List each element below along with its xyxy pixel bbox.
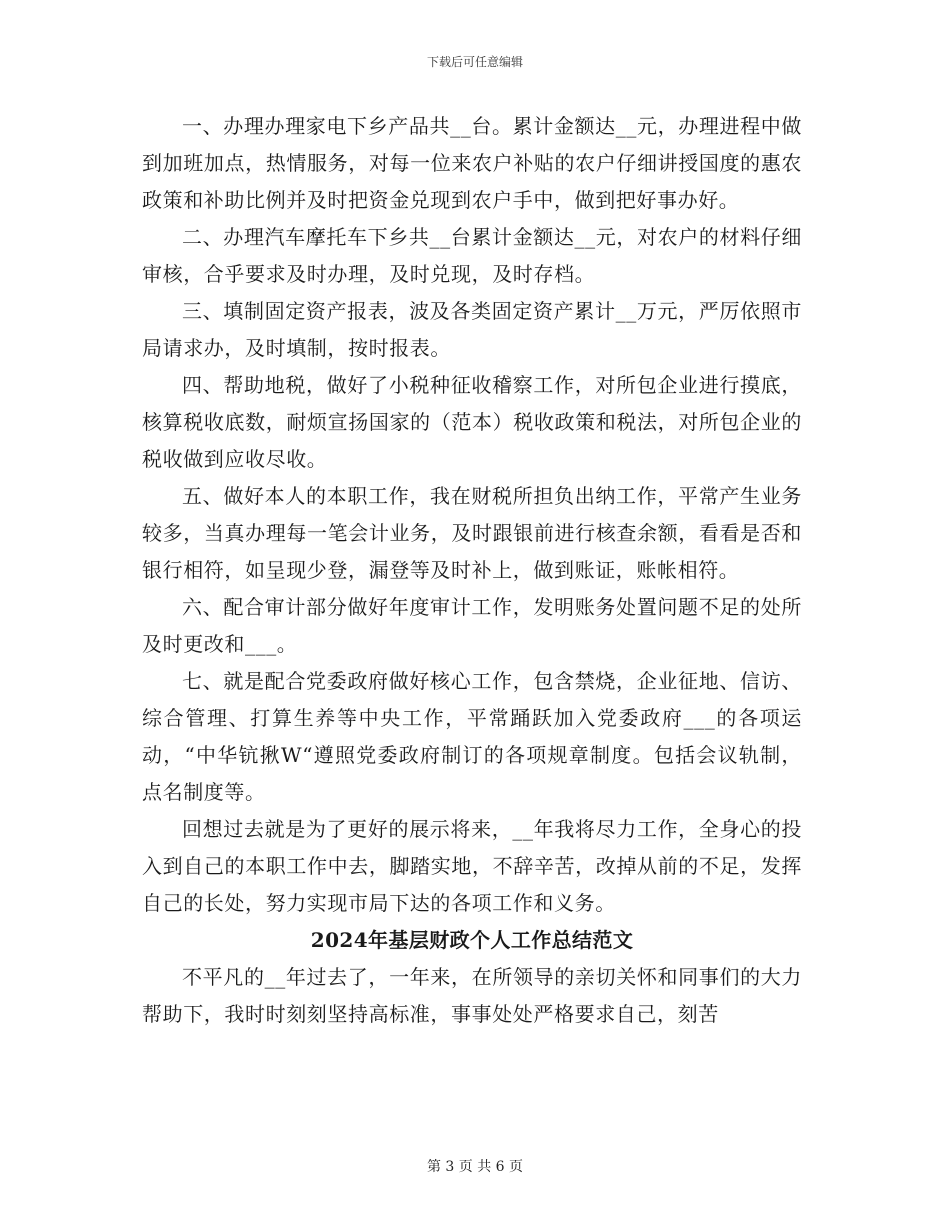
- paragraph-6: 六、配合审计部分做好年度审计工作，发明账务处置问题不足的处所及时更改和___。: [142, 595, 802, 656]
- section-paragraph-1: 不平凡的__年过去了，一年来，在所领导的亲切关怀和同事们的大力帮助下，我时时刻刻坚持高标准，事事处处严格要求自己，刻苦: [142, 965, 802, 1026]
- paragraph-4: 四、帮助地税，做好了小税种征收稽察工作，对所包企业进行摸底，核算税收底数，耐烦宣扬国家的（范本）税收政策和税法，对所包企业的税收做到应收尽收。: [142, 373, 802, 471]
- paragraph-1: 一、办理办理家电下乡产品共__台。累计金额达__元，办理进程中做到加班加点，热情服务，对每一位来农户补贴的农户仔细讲授国度的惠农政策和补助比例并及时把资金兑现到农户手中，做到把好事办好。: [142, 114, 802, 212]
- paragraph-8: 回想过去就是为了更好的展示将来，__年我将尽力工作，全身心的投入到自己的本职工作中去，脚踏实地，不辞辛苦，改掉从前的不足，发挥自己的长处，努力实现市局下达的各项工作和义务。: [142, 817, 802, 915]
- paragraph-7: 七、就是配合党委政府做好核心工作，包含禁烧，企业征地、信访、综合管理、打算生养等中央工作，平常踊跃加入党委政府___的各项运动，“中华钪揪W“遵照党委政府制订的各项规章制度。包括会议轨制，点名制度等。: [142, 669, 802, 804]
- page-header: 下载后可任意编辑: [426, 55, 523, 69]
- paragraph-5: 五、做好本人的本职工作，我在财税所担负出纳工作，平常产生业务较多，当真办理每一笔会计业务，及时跟银前进行核查余额，看看是否和银行相符，如呈现少登，漏登等及时补上，做到账证，账帐相符。: [142, 484, 802, 582]
- page-footer: 第 3 页 共 6 页: [426, 1159, 524, 1175]
- document-body: [142, 108, 802, 1033]
- section-title: 2024年基层财政个人工作总结范文: [310, 928, 634, 952]
- paragraph-2: 二、办理汽车摩托车下乡共__台累计金额达__元，对农户的材料仔细审核，合乎要求及时办理，及时兑现，及时存档。: [142, 225, 802, 286]
- paragraph-3: 三、填制固定资产报表，波及各类固定资产累计__万元，严厉依照市局请求办，及时填制，按时报表。: [142, 299, 802, 360]
